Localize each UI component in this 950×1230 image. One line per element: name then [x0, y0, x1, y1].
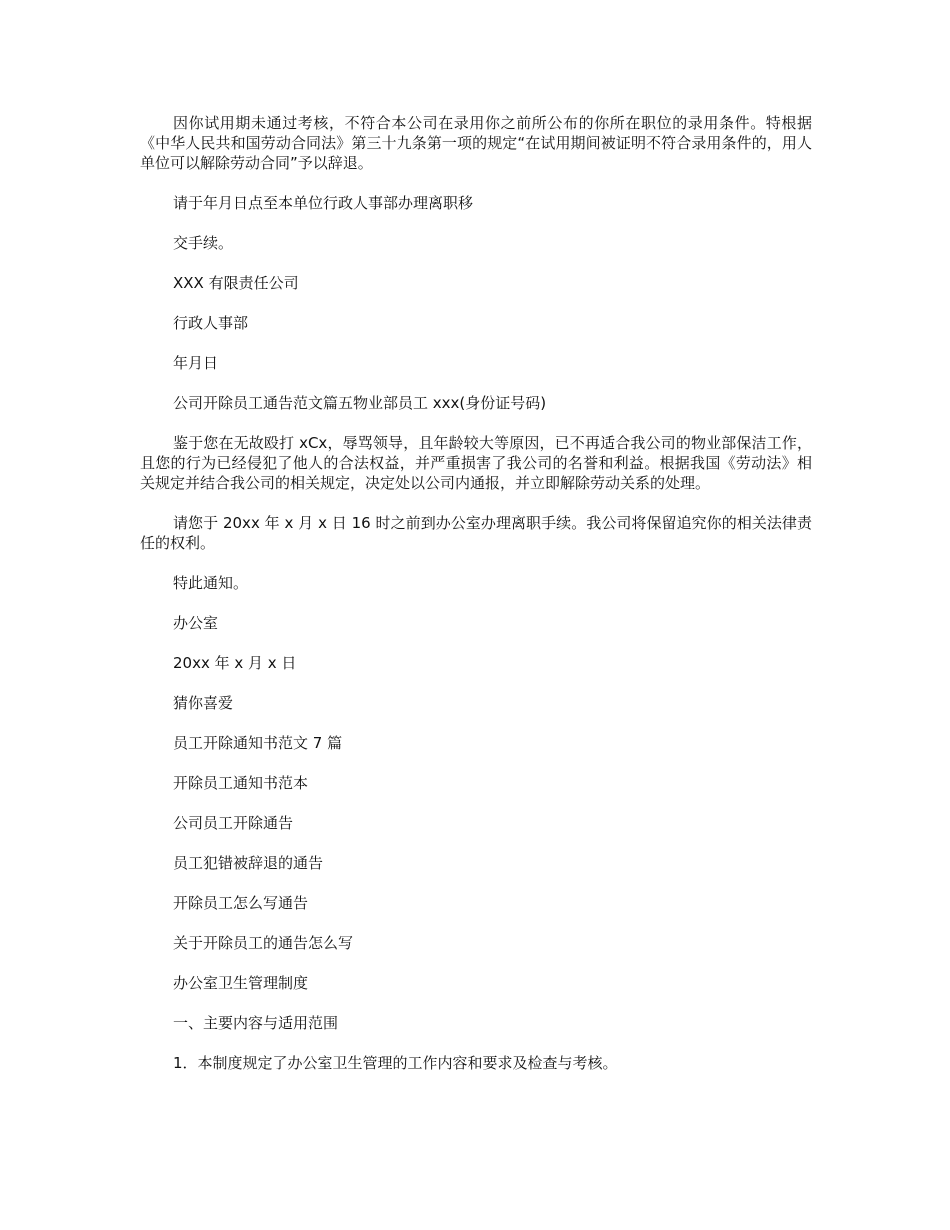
misconduct-paragraph: 鉴于您在无故殴打 xCx，辱骂领导，且年龄较大等原因，已不再适合我公司的物业部保洁工作，且您的行为已经侵犯了他人的合法权益，并严重损害了我公司的名誉和利益。根据我国《劳动法》相关规定并结合我公司的相关规定，决定处以公司内通报，并立即解除劳动关系的处理。	[140, 434, 812, 492]
handover-instruction-continuation: 交手续。	[173, 234, 234, 252]
related-item: 员工开除通知书范文 7 篇	[173, 734, 343, 752]
related-item: 开除员工怎么写通告	[173, 894, 309, 912]
signature-date: 年月日	[173, 354, 219, 372]
related-item: 员工犯错被辞退的通告	[173, 854, 324, 872]
handover-instruction-line: 请于年月日点至本单位行政人事部办理离职移	[173, 194, 474, 212]
related-item: 开除员工通知书范本	[173, 774, 309, 792]
section-heading-example-five: 公司开除员工通告范文篇五物业部员工 xxx(身份证号码)	[173, 394, 547, 412]
resignation-deadline-paragraph: 请您于 20xx 年 x 月 x 日 16 时之前到办公室办理离职手续。我公司将保留追究你的相关法律责任的权利。	[140, 514, 812, 552]
notice-closing: 特此通知。	[173, 574, 249, 592]
related-heading: 猜你喜爱	[173, 694, 234, 712]
related-item: 公司员工开除通告	[173, 814, 294, 832]
related-item: 关于开除员工的通告怎么写	[173, 934, 354, 952]
regulation-clause: 1．本制度规定了办公室卫生管理的工作内容和要求及检查与考核。	[173, 1054, 618, 1072]
office-signature-date: 20xx 年 x 月 x 日	[173, 654, 297, 672]
office-signature: 办公室	[173, 614, 219, 632]
regulation-section-heading: 一、主要内容与适用范围	[173, 1014, 339, 1032]
regulation-title: 办公室卫生管理制度	[173, 974, 309, 992]
company-signature: XXX 有限责任公司	[173, 274, 299, 292]
dismissal-reason-paragraph: 因你试用期未通过考核，不符合本公司在录用你之前所公布的你所在职位的录用条件。特根据《中华人民共和国劳动合同法》第三十九条第一项的规定“在试用期间被证明不符合录用条件的，用人单位可以解除劳动合同”予以辞退。	[140, 114, 812, 172]
document-body	[140, 113, 812, 1073]
department-signature: 行政人事部	[173, 314, 249, 332]
